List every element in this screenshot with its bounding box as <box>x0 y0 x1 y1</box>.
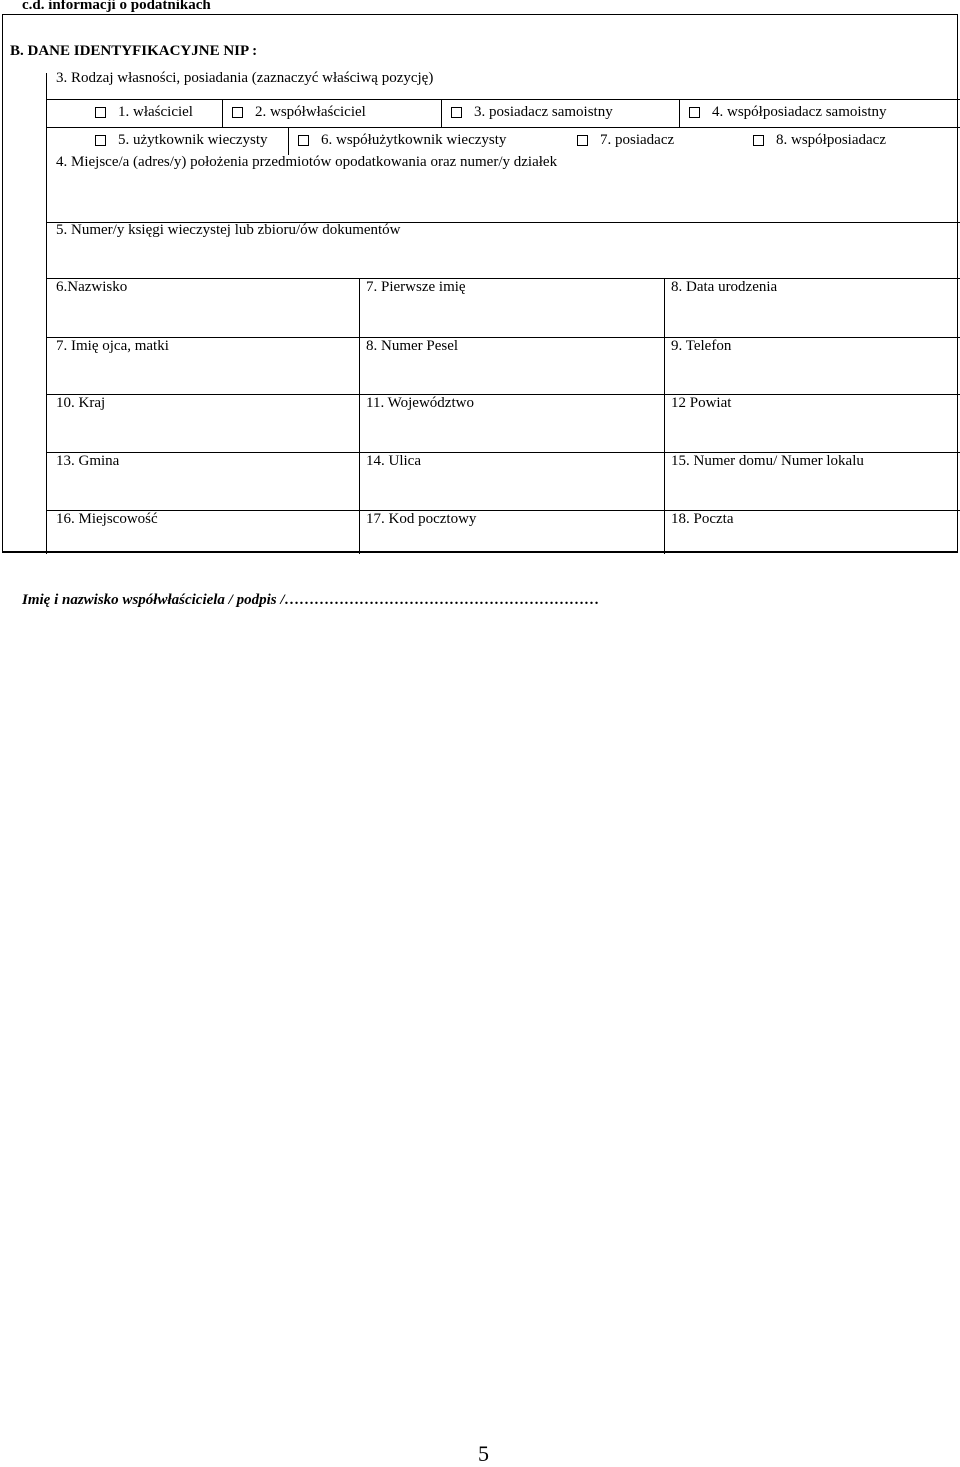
page-number: 5 <box>478 1441 489 1466</box>
field-pesel[interactable]: 8. Numer Pesel <box>366 338 459 354</box>
checkbox-icon[interactable] <box>232 107 243 118</box>
divider <box>664 278 665 554</box>
page-header: c.d. informacji o podatnikach <box>22 0 211 13</box>
divider <box>679 99 680 127</box>
divider <box>288 127 289 155</box>
divider <box>47 394 960 395</box>
divider <box>359 278 360 554</box>
divider <box>47 127 960 128</box>
section-b-inner <box>46 70 960 554</box>
land-register-label: 5. Numer/y księgi wieczystej lub zbioru/ów dokumentów <box>56 222 401 238</box>
section-b-box <box>2 14 958 553</box>
option-independent-possessor[interactable]: 3. posiadacz samoistny <box>451 104 613 121</box>
field-surname[interactable]: 6.Nazwisko <box>56 279 128 295</box>
field-postal-code[interactable]: 17. Kod pocztowy <box>366 511 477 527</box>
divider <box>47 337 960 338</box>
divider <box>222 99 223 127</box>
field-birth-date[interactable]: 8. Data urodzenia <box>671 279 778 295</box>
checkbox-icon[interactable] <box>689 107 700 118</box>
divider <box>441 99 442 127</box>
checkbox-icon[interactable] <box>95 107 106 118</box>
option-possessor[interactable]: 7. posiadacz <box>577 132 674 149</box>
checkbox-icon[interactable] <box>451 107 462 118</box>
field-county[interactable]: 12 Powiat <box>671 395 732 411</box>
option-co-owner[interactable]: 2. współwłaściciel <box>232 104 366 121</box>
field-country[interactable]: 10. Kraj <box>56 395 106 411</box>
option-perpetual-co-user[interactable]: 6. współużytkownik wieczysty <box>298 132 506 149</box>
ownership-label: 3. Rodzaj własności, posiadania (zaznaczyć właściwą pozycję) <box>56 70 434 86</box>
option-owner[interactable]: 1. właściciel <box>95 104 193 121</box>
section-b-title: B. DANE IDENTYFIKACYJNE NIP : <box>10 43 258 59</box>
signature-line: Imię i nazwisko współwłaściciela / podpis /……………………………………………………… <box>22 592 600 608</box>
field-post-office[interactable]: 18. Poczta <box>671 511 734 527</box>
divider <box>47 99 960 100</box>
field-commune[interactable]: 13. Gmina <box>56 453 120 469</box>
checkbox-icon[interactable] <box>298 135 309 146</box>
field-house-number[interactable]: 15. Numer domu/ Numer lokalu <box>671 453 864 469</box>
checkbox-icon[interactable] <box>577 135 588 146</box>
field-street[interactable]: 14. Ulica <box>366 453 421 469</box>
location-label: 4. Miejsce/a (adres/y) położenia przedmiotów opodatkowania oraz numer/y działek <box>56 154 558 170</box>
field-voivodeship[interactable]: 11. Województwo <box>366 395 474 411</box>
field-first-name[interactable]: 7. Pierwsze imię <box>366 279 466 295</box>
field-city[interactable]: 16. Miejscowość <box>56 511 158 527</box>
field-phone[interactable]: 9. Telefon <box>671 338 732 354</box>
checkbox-icon[interactable] <box>95 135 106 146</box>
option-co-possessor[interactable]: 8. współposiadacz <box>753 132 886 149</box>
divider <box>47 278 960 279</box>
option-perpetual-user[interactable]: 5. użytkownik wieczysty <box>95 132 268 149</box>
divider <box>47 510 960 511</box>
field-parents-names[interactable]: 7. Imię ojca, matki <box>56 338 169 354</box>
option-independent-co-possessor[interactable]: 4. współposiadacz samoistny <box>689 104 887 121</box>
checkbox-icon[interactable] <box>753 135 764 146</box>
